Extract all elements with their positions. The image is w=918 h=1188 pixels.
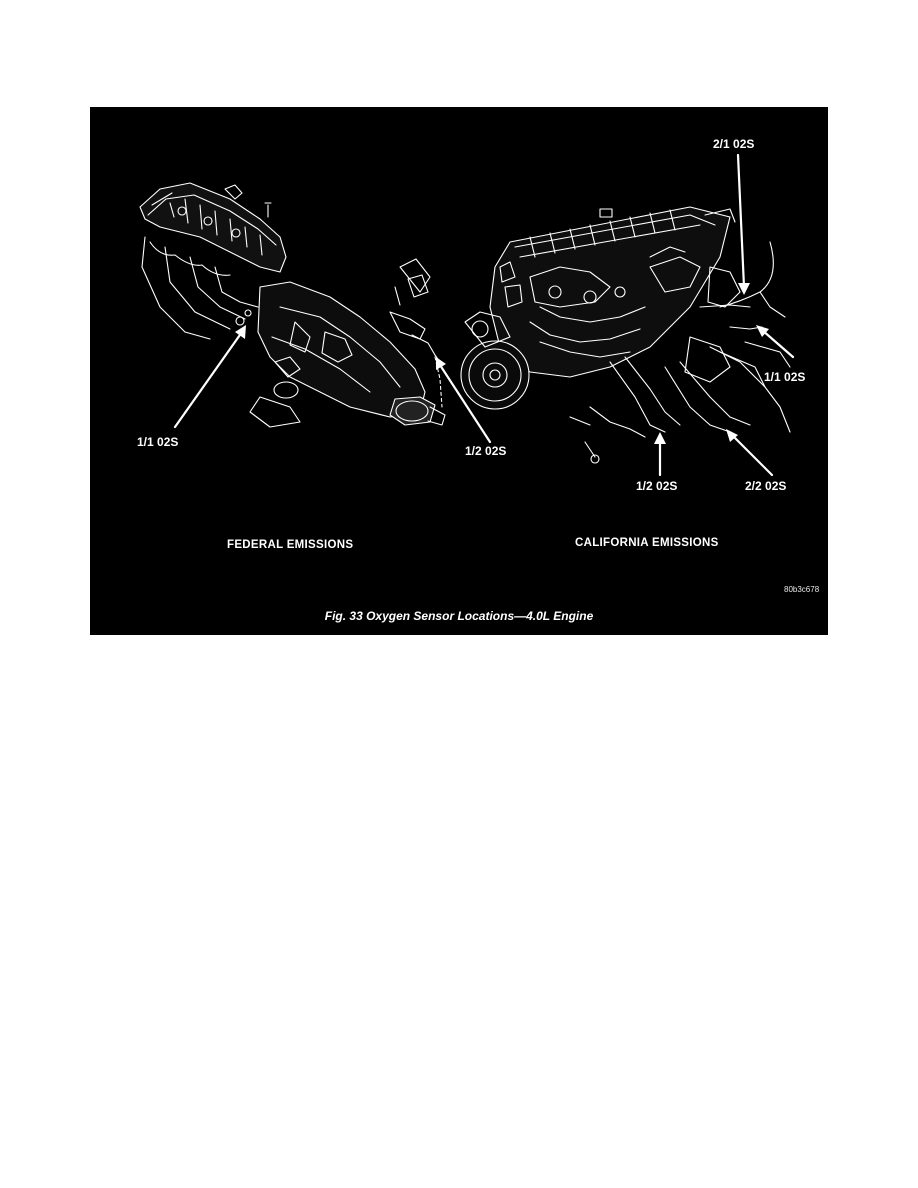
image-code: 80b3c678 (784, 585, 820, 594)
arrow-cal-1-1 (756, 325, 793, 357)
label-fed-1-1: 1/1 02S (137, 435, 179, 449)
arrow-fed-1-1 (175, 325, 246, 427)
arrow-cal-1-2 (654, 432, 666, 475)
arrow-cal-2-2 (726, 429, 772, 475)
arrow-cal-2-1 (738, 155, 750, 295)
oxygen-sensor-figure (90, 107, 828, 635)
label-cal-2-2: 2/2 02S (745, 479, 787, 493)
federal-catalytic-converter (390, 397, 445, 425)
label-cal-2-1: 2/1 02S (713, 137, 755, 151)
label-cal-1-2: 1/2 02S (636, 479, 678, 493)
figure-caption: Fig. 33 Oxygen Sensor Locations—4.0L Engine (324, 609, 594, 623)
california-engine-block (490, 207, 790, 387)
section-federal-emissions: FEDERAL EMISSIONS (227, 539, 354, 551)
label-cal-1-1: 1/1 02S (764, 370, 806, 384)
label-fed-1-2: 1/2 02S (465, 444, 507, 458)
section-california-emissions: CALIFORNIA EMISSIONS (575, 537, 719, 549)
federal-engine-head (140, 183, 286, 272)
engine-illustration (90, 107, 828, 635)
